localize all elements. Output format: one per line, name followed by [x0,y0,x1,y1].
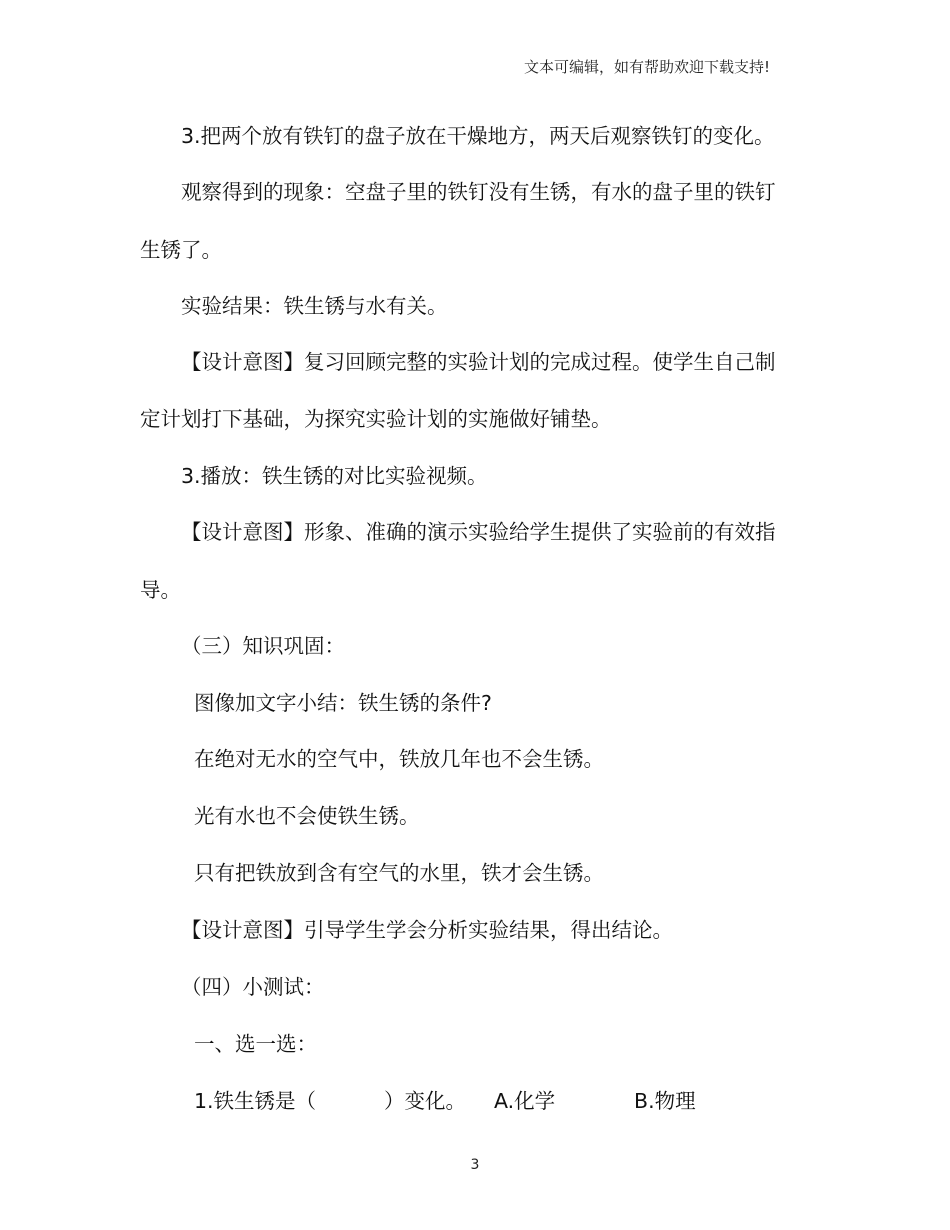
quiz-question-prefix: 1.铁生锈是（ [194,1089,317,1113]
paragraph-observation-line1: 观察得到的现象：空盘子里的铁钉没有生锈，有水的盘子里的铁钉 [181,180,776,204]
paragraph-observation-line2: 生锈了。 [140,238,222,262]
quiz-question-suffix: ）变化。 [384,1089,466,1113]
paragraph-condition-3: 只有把铁放到含有空气的水里，铁才会生锈。 [194,861,604,885]
paragraph-condition-1: 在绝对无水的空气中，铁放几年也不会生锈。 [194,747,604,771]
section-heading-quiz: （四）小测试： [181,975,325,999]
paragraph-design-intent-3: 【设计意图】引导学生学会分析实验结果，得出结论。 [181,918,673,942]
quiz-option-b: B.物理 [634,1089,696,1113]
paragraph-design-intent-1-line1: 【设计意图】复习回顾完整的实验计划的完成过程。使学生自己制 [181,350,776,374]
paragraph-result: 实验结果：铁生锈与水有关。 [181,294,448,318]
paragraph-summary-question: 图像加文字小结：铁生锈的条件? [194,691,492,715]
section-heading-knowledge: （三）知识巩固： [181,634,345,658]
paragraph-design-intent-1-line2: 定计划打下基础，为探究实验计划的实施做好铺垫。 [140,407,612,431]
paragraph-step-3: 3.把两个放有铁钉的盘子放在干燥地方，两天后观察铁钉的变化。 [181,124,775,148]
paragraph-play-video: 3.播放：铁生锈的对比实验视频。 [181,464,488,488]
header-note: 文本可编辑，如有帮助欢迎下载支持! [523,58,770,76]
quiz-part-heading: 一、选一选： [194,1032,317,1056]
quiz-option-a: A.化学 [494,1089,556,1113]
page-number: 3 [470,1157,480,1173]
paragraph-design-intent-2-line1: 【设计意图】形象、准确的演示实验给学生提供了实验前的有效指 [181,520,776,544]
paragraph-condition-2: 光有水也不会使铁生锈。 [194,804,420,828]
paragraph-design-intent-2-line2: 导。 [140,578,181,602]
